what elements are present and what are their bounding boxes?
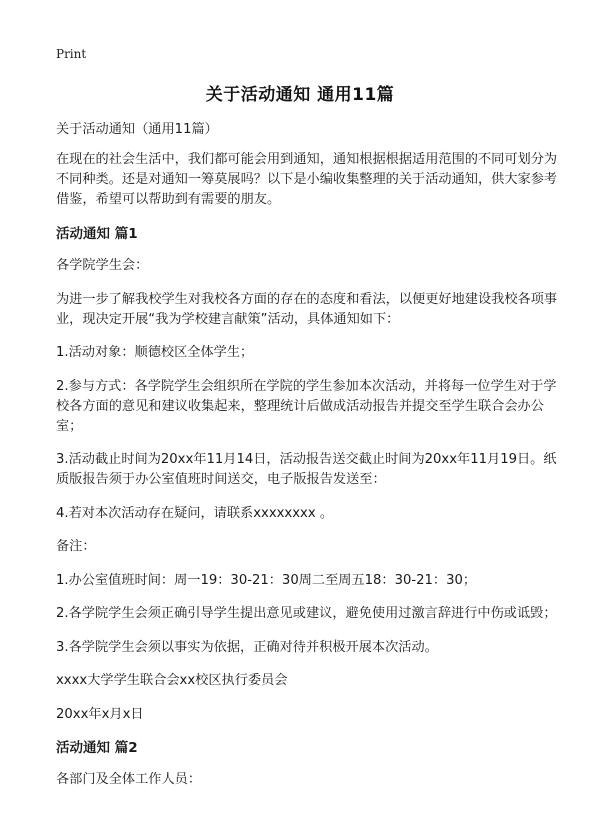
remark-item-1: 1.办公室值班时间：周一19：30-21：30周二至周五18：30-21：30； — [56, 572, 477, 588]
section2-salutation: 各部门及全体工作人员： — [56, 772, 202, 787]
date: 20xx年x月x日 — [56, 706, 144, 722]
section1-heading: 活动通知 篇1 — [56, 226, 138, 242]
document-body — [56, 120, 560, 804]
intro-paragraph: 在现在的社会生活中，我们都可能会用到通知，通知根据根据适用范围的不同可划分为不同种类。还是对通知一筹莫展吗？以下是小编收集整理的关于活动通知，供大家参考借鉴，希望可以帮助到有需要的朋友。 — [56, 152, 558, 207]
section1-item-2: 2.参与方式：各学院学生会组织所在学院的学生参加本次活动，并将每一位学生对于学校各方面的意见和建议收集起来，整理统计后做成活动报告并提交至学生联合会办公室； — [56, 378, 557, 434]
remark-item-3: 3.各学院学生会须以事实为依据，正确对待并积极开展本次活动。 — [56, 639, 438, 655]
section1-item-4: 4.若对本次活动存在疑问，请联系xxxxxxxx 。 — [56, 505, 334, 521]
section2-heading: 活动通知 篇2 — [56, 740, 138, 756]
print-label: Print — [56, 47, 87, 61]
signature: xxxx大学学生联合会xx校区执行委员会 — [56, 673, 288, 688]
remark-item-2: 2.各学院学生会须正确引导学生提出意见或建议，避免使用过激言辞进行中伤或诋毁； — [56, 606, 557, 621]
page-title: 关于活动通知 通用11篇 — [205, 85, 395, 105]
section1-item-1: 1.活动对象：顺德校区全体学生； — [56, 345, 254, 360]
document-subtitle: 关于活动通知（通用11篇） — [56, 122, 218, 137]
section1-item-3: 3.活动截止时间为20xx年11月14日，活动报告送交截止时间为20xx年11月19日。纸质版报告须于办公室值班时间送交，电子版报告发送至： — [56, 452, 557, 487]
section1-salutation: 各学院学生会： — [56, 258, 149, 273]
section1-paragraph: 为进一步了解我校学生对我校各方面的存在的态度和看法，以便更好地建设我校各项事业，现决定开展“我为学校建言献策”活动，具体通知如下： — [56, 291, 558, 327]
remark-label: 备注： — [56, 539, 96, 554]
